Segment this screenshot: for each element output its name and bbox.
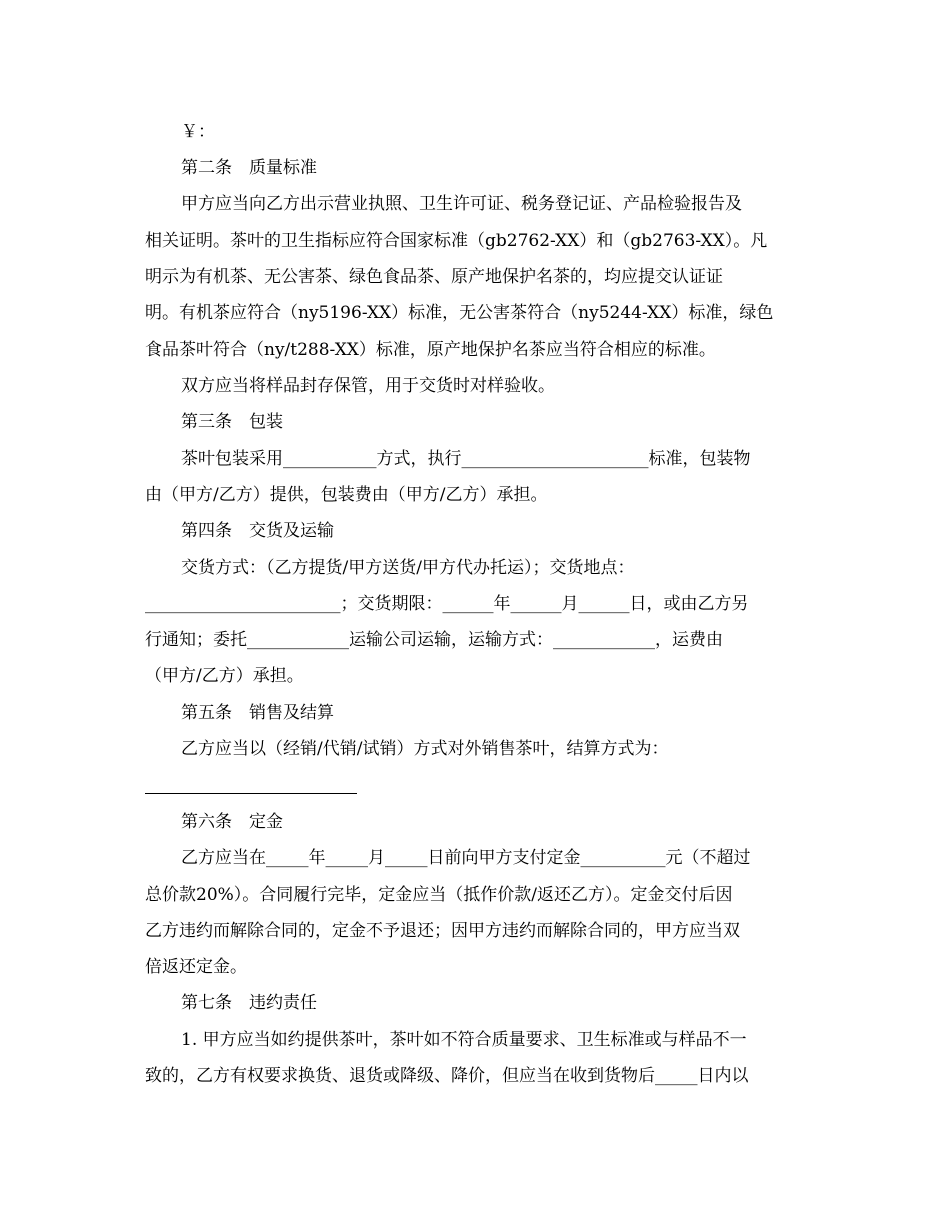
article-2-para-line-5: 食品茶叶符合（ny/t288-XX）标准，原产地保护名茶应当符合相应的标准。 [145,340,716,360]
article-5-heading: 第五条 销售及结算 [181,703,334,723]
article-4-para-line-3: 行通知；委托____________运输公司运输，运输方式：____________，运费由 [145,630,723,650]
article-6-para-line-1: 乙方应当在_____年_____月_____日前向甲方支付定金__________元（不超过 [181,848,751,868]
article-2-heading: 第二条 质量标准 [181,158,317,178]
article-7-para-line-1: 1. 甲方应当如约提供茶叶，茶叶如不符合质量要求、卫生标准或与样品不一 [181,1030,747,1050]
article-2-para-line-3: 明示为有机茶、无公害茶、绿色食品茶、原产地保护名茶的，均应提交认证证 [145,267,723,287]
article-3-heading: 第三条 包装 [181,412,283,432]
article-4-heading: 第四条 交货及运输 [181,521,334,541]
article-3-para-line-1: 茶叶包装采用___________方式，执行______________________标准，包装物 [181,449,751,469]
currency-symbol-line: ￥： [181,122,215,142]
article-6-para-line-2: 总价款20%）。合同履行完毕，定金应当（抵作价款/返还乙方）。定金交付后因 [145,885,733,905]
article-6-heading: 第六条 定金 [181,812,283,832]
article-4-para-line-2: _______________________；交货期限：______年______月______日，或由乙方另 [145,594,749,614]
article-7-heading: 第七条 违约责任 [181,993,317,1013]
article-2-para-line-4: 明。有机茶应符合（ny5196-XX）标准，无公害茶符合（ny5244-XX）标准，绿色 [145,303,774,323]
article-3-para-line-2: 由（甲方/乙方）提供，包装费由（甲方/乙方）承担。 [145,485,548,505]
sample-storage-line: 双方应当将样品封存保管，用于交货时对样验收。 [181,376,555,396]
settlement-blank-rule [145,793,357,794]
article-4-para-line-1: 交货方式：（乙方提货/甲方送货/甲方代办托运）；交货地点： [181,558,635,578]
article-6-para-line-4: 倍返还定金。 [145,957,247,977]
article-2-para-line-1: 甲方应当向乙方出示营业执照、卫生许可证、税务登记证、产品检验报告及 [181,194,742,214]
article-7-para-line-2: 致的，乙方有权要求换货、退货或降级、降价，但应当在收到货物后_____日内以 [145,1066,749,1086]
article-4-para-line-4: （甲方/乙方）承担。 [145,666,304,686]
article-5-para-line-1: 乙方应当以（经销/代销/试销）方式对外销售茶叶，结算方式为： [181,739,669,759]
article-6-para-line-3: 乙方违约而解除合同的，定金不予退还；因甲方违约而解除合同的，甲方应当双 [145,921,740,941]
article-2-para-line-2: 相关证明。茶叶的卫生指标应符合国家标准（gb2762-XX）和（gb2763-XX）。凡 [145,231,768,251]
